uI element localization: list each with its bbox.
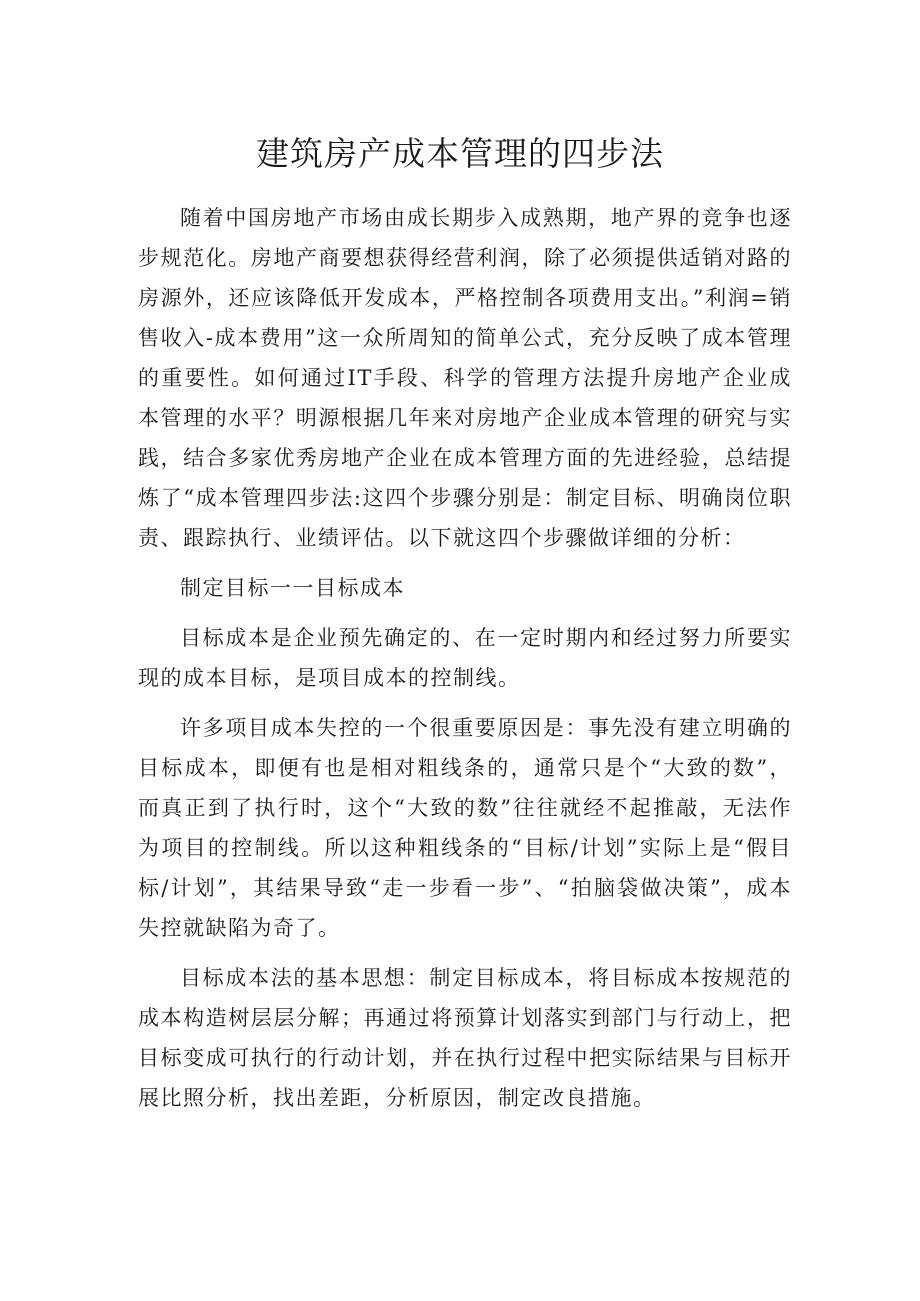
document-body (138, 198, 792, 1128)
paragraph-target-cost-definition: 目标成本是企业预先确定的、在一定时期内和经过努力所要实现的成本目标，是项目成本的控制线。 (138, 626, 792, 690)
paragraph-cost-overrun-reasons: 许多项目成本失控的一个很重要原因是：事先没有建立明确的目标成本，即便有也是相对粗线条的，通常只是个“大致的数”，而真正到了执行时，这个“大致的数”往往就经不起推敲，无法作为项目的控制线。所以这种粗线条的“目标/计划”实际上是“假目标/计划”，其结果导致“走一步看一步”、“拍脑袋做决策”，成本失控就缺陷为奇了。 (138, 716, 792, 940)
section-heading: 制定目标一一目标成本 (180, 576, 405, 600)
paragraph-target-cost-method: 目标成本法的基本思想：制定目标成本，将目标成本按规范的成本构造树层层分解；再通过将预算计划落实到部门与行动上，把目标变成可执行的行动计划，并在执行过程中把实际结果与目标开展比照分析，找出差距，分析原因，制定改良措施。 (138, 966, 792, 1110)
paragraph-intro: 随着中国房地产市场由成长期步入成熟期，地产界的竞争也逐步规范化。房地产商要想获得经营利润，除了必须提供适销对路的房源外，还应该降低开发成本，严格控制各项费用支出。”利润=销售收入-成本费用”这一众所周知的简单公式，充分反映了成本管理的重要性。如何通过IT手段、科学的管理方法提升房地产企业成本管理的水平？明源根据几年来对房地产企业成本管理的研究与实践，结合多家优秀房地产企业在成本管理方面的先进经验，总结提炼了“成本管理四步法:这四个步骤分别是：制定目标、明确岗位职责、跟踪执行、业绩评估。以下就这四个步骤做详细的分析： (138, 206, 792, 550)
document-title: 建筑房产成本管理的四步法 (256, 134, 664, 173)
